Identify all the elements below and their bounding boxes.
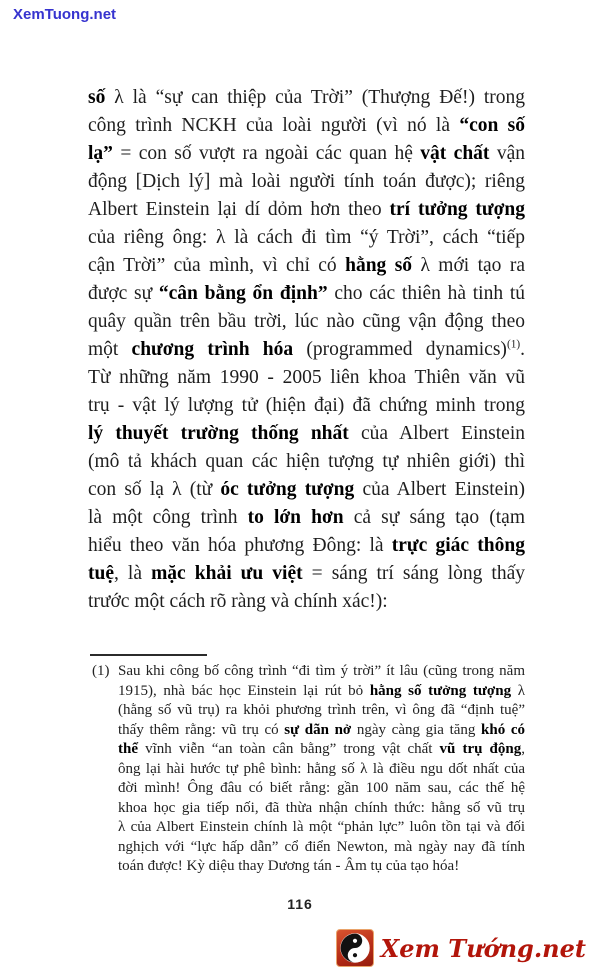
footnote-divider xyxy=(90,654,207,656)
text-line: hiểu theo văn hóa phương Đông: là trực giác thông xyxy=(88,535,525,556)
text-line: trước một cách rõ ràng và chính xác!): xyxy=(88,591,388,612)
main-text-block xyxy=(88,84,525,616)
text-line: (mô tả khách quan các hiện tượng tự nhiên giới) thì xyxy=(88,451,525,472)
text-line: λ của Albert Einstein chính là một “phản lực” luôn tồn tại và đối xyxy=(118,819,525,835)
text-line: số λ là “sự can thiệp của Trời” (Thượng Đế!) trong xyxy=(88,87,525,108)
text-line: tuệ, là mặc khải ưu việt = sáng trí sáng lòng thấy xyxy=(88,563,525,584)
text-line: là một công trình to lớn hơn cả sự sáng tạo (tạm xyxy=(88,507,525,528)
text-line: động [Dịch lý] mà loài người tính toán được); riêng xyxy=(88,171,525,192)
text-line: toán được! Kỳ diệu thay Dương tán - Âm tụ của tạo hóa! xyxy=(118,858,460,874)
text-line: Từ những năm 1990 - 2005 liên khoa Thiên văn vũ xyxy=(88,367,525,388)
top-site-link[interactable]: XemTuong.net xyxy=(13,6,117,23)
text-line: con số lạ λ (từ óc tưởng tượng của Albert Einstein) xyxy=(88,479,525,500)
text-line: nghịch với “lực hấp dẫn” cổ điển Newton, mà ngày nay đã tính xyxy=(118,838,525,855)
text-line: Albert Einstein lại dí dỏm hơn theo trí tưởng tượng xyxy=(88,199,525,220)
text-line: thấy thêm rằng: vũ trụ có sự dãn nở ngày càng gia tăng khó có xyxy=(118,721,526,738)
text-line: (hằng số vũ trụ) ra khỏi phương trình trên, vì ông đã “định tuệ” xyxy=(118,702,525,718)
text-line: ông lại hài hước tự phê bình: hằng số λ là điều ngu dốt nhất của xyxy=(118,760,525,777)
footnote-block xyxy=(90,662,525,877)
text-line: thể vĩnh viễn “an toàn cân bằng” trong vật chất vũ trụ động, xyxy=(118,741,525,757)
yin-yang-icon xyxy=(336,929,374,967)
footer-logo-link[interactable] xyxy=(336,929,586,967)
text-line: Sau khi công bố công trình “đi tìm ý trời” ít lâu (cũng trong năm xyxy=(118,663,525,679)
text-line: một chương trình hóa (programmed dynamics)$^{(1)}$. xyxy=(88,338,525,360)
footnote-lines xyxy=(118,662,525,877)
text-line: được sự “cân bằng ổn định” cho các thiên hà tinh tú xyxy=(88,283,525,304)
text-line: quây quần trên bầu trời, lúc nào cũng vận động theo xyxy=(88,311,525,332)
text-line: của riêng ông: λ là cách đi tìm “ý Trời”, cách “tiếp xyxy=(88,227,525,248)
footer-logo-text: Xem Tướng.net xyxy=(380,933,586,963)
page-number: 116 xyxy=(287,896,313,912)
text-line: trụ - vật lý lượng tử (hiện đại) đã chứng minh trong xyxy=(88,395,525,416)
text-line: lý thuyết trường thống nhất của Albert Einstein xyxy=(88,423,525,444)
text-line: đời mình! Ông đâu có biết rằng: gần 100 năm sau, các thế hệ xyxy=(118,780,525,796)
text-line: công trình NCKH của loài người (vì nó là “con số xyxy=(88,115,525,136)
text-line: 1915), nhà bác học Einstein lại rút bỏ hằng số tưởng tượng λ xyxy=(118,682,525,699)
text-line: lạ” = con số vượt ra ngoài các quan hệ vật chất vận xyxy=(88,143,525,164)
footnote-marker: (1) xyxy=(92,663,110,679)
text-line: cận Trời” của mình, vì chỉ có hằng số λ mới tạo ra xyxy=(88,255,525,276)
text-line: khoa học gia tiếp nối, đã thừa nhận chính thức: hằng số vũ trụ xyxy=(118,799,525,816)
